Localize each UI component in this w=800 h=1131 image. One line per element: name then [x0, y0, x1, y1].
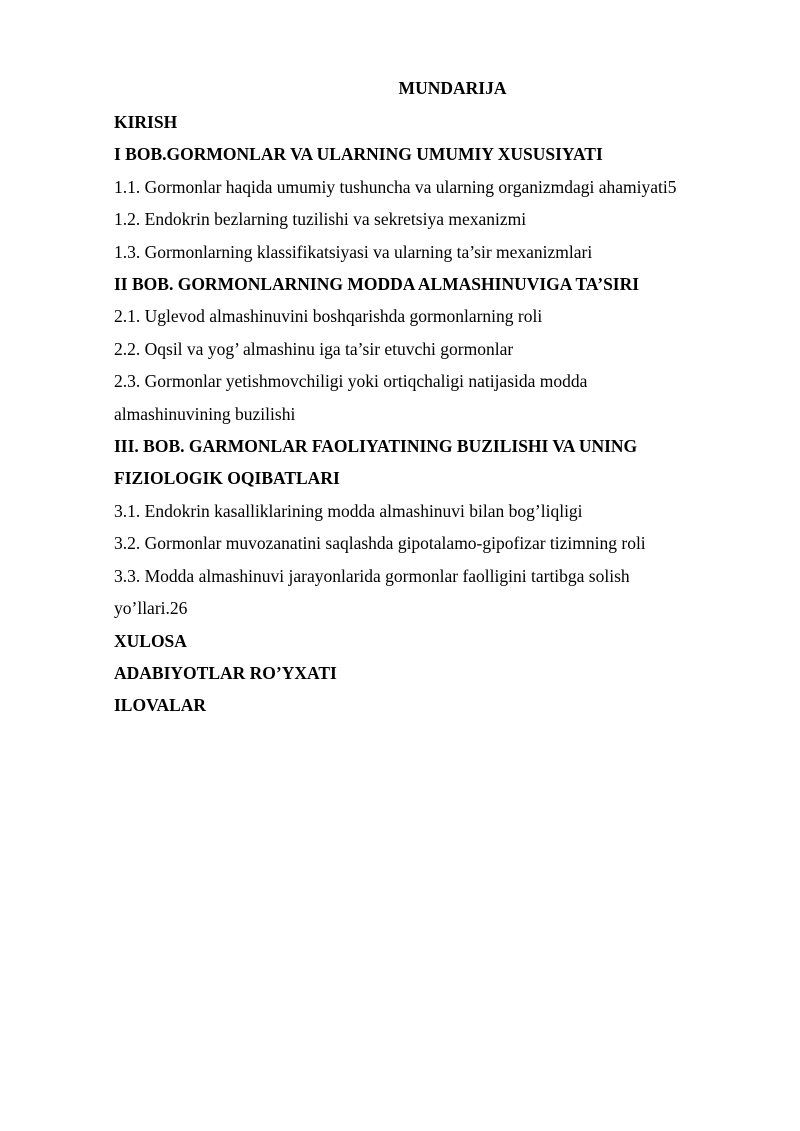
toc-section-1-2: 1.2. Endokrin bezlarning tuzilishi va sekretsiya mexanizmi: [114, 209, 527, 230]
table-of-contents: [114, 106, 774, 722]
toc-chapter-2: II BOB. GORMONLARNING MODDA ALMASHINUVIGA TA’SIRI: [114, 274, 640, 295]
toc-chapter-1: I BOB.GORMONLAR VA ULARNING UMUMIY XUSUSIYATI: [114, 144, 603, 165]
toc-chapter-3: III. BOB. GARMONLAR FAOLIYATINING BUZILISHI VA UNING: [114, 436, 638, 457]
toc-section-3-1: 3.1. Endokrin kasalliklarining modda almashinuvi bilan bog’liqligi: [114, 500, 583, 521]
toc-entry-adabiyotlar: ADABIYOTLAR RO’YXATI: [114, 662, 337, 683]
toc-section-2-3-continued: almashinuvining buzilishi: [114, 403, 296, 424]
toc-title: MUNDARIJA: [398, 78, 507, 98]
toc-entry-kirish: KIRISH: [114, 112, 178, 132]
toc-section-2-3: 2.3. Gormonlar yetishmovchiligi yoki ortiqchaligi natijasida modda: [114, 371, 588, 392]
toc-section-2-2: 2.2. Oqsil va yog’ almashinu iga ta’sir etuvchi gormonlar: [114, 338, 514, 359]
toc-section-2-1: 2.1. Uglevod almashinuvini boshqarishda gormonlarning roli: [114, 306, 543, 327]
toc-section-1-3: 1.3. Gormonlarning klassifikatsiyasi va ularning ta’sir mexanizmlari: [114, 241, 593, 262]
toc-section-1-1: 1.1. Gormonlar haqida umumiy tushuncha va ularning organizmdagi ahamiyati5: [114, 176, 677, 197]
toc-section-3-3: 3.3. Modda almashinuvi jarayonlarida gormonlar faolligini tartibga solish: [114, 565, 630, 586]
toc-chapter-3-continued: FIZIOLOGIK OQIBATLARI: [114, 468, 340, 489]
toc-section-3-3-continued: yo’llari.26: [114, 598, 188, 619]
toc-entry-ilovalar: ILOVALAR: [114, 695, 207, 716]
toc-entry-xulosa: XULOSA: [114, 630, 187, 651]
toc-section-3-2: 3.2. Gormonlar muvozanatini saqlashda gipotalamo-gipofizar tizimning roli: [114, 533, 646, 554]
